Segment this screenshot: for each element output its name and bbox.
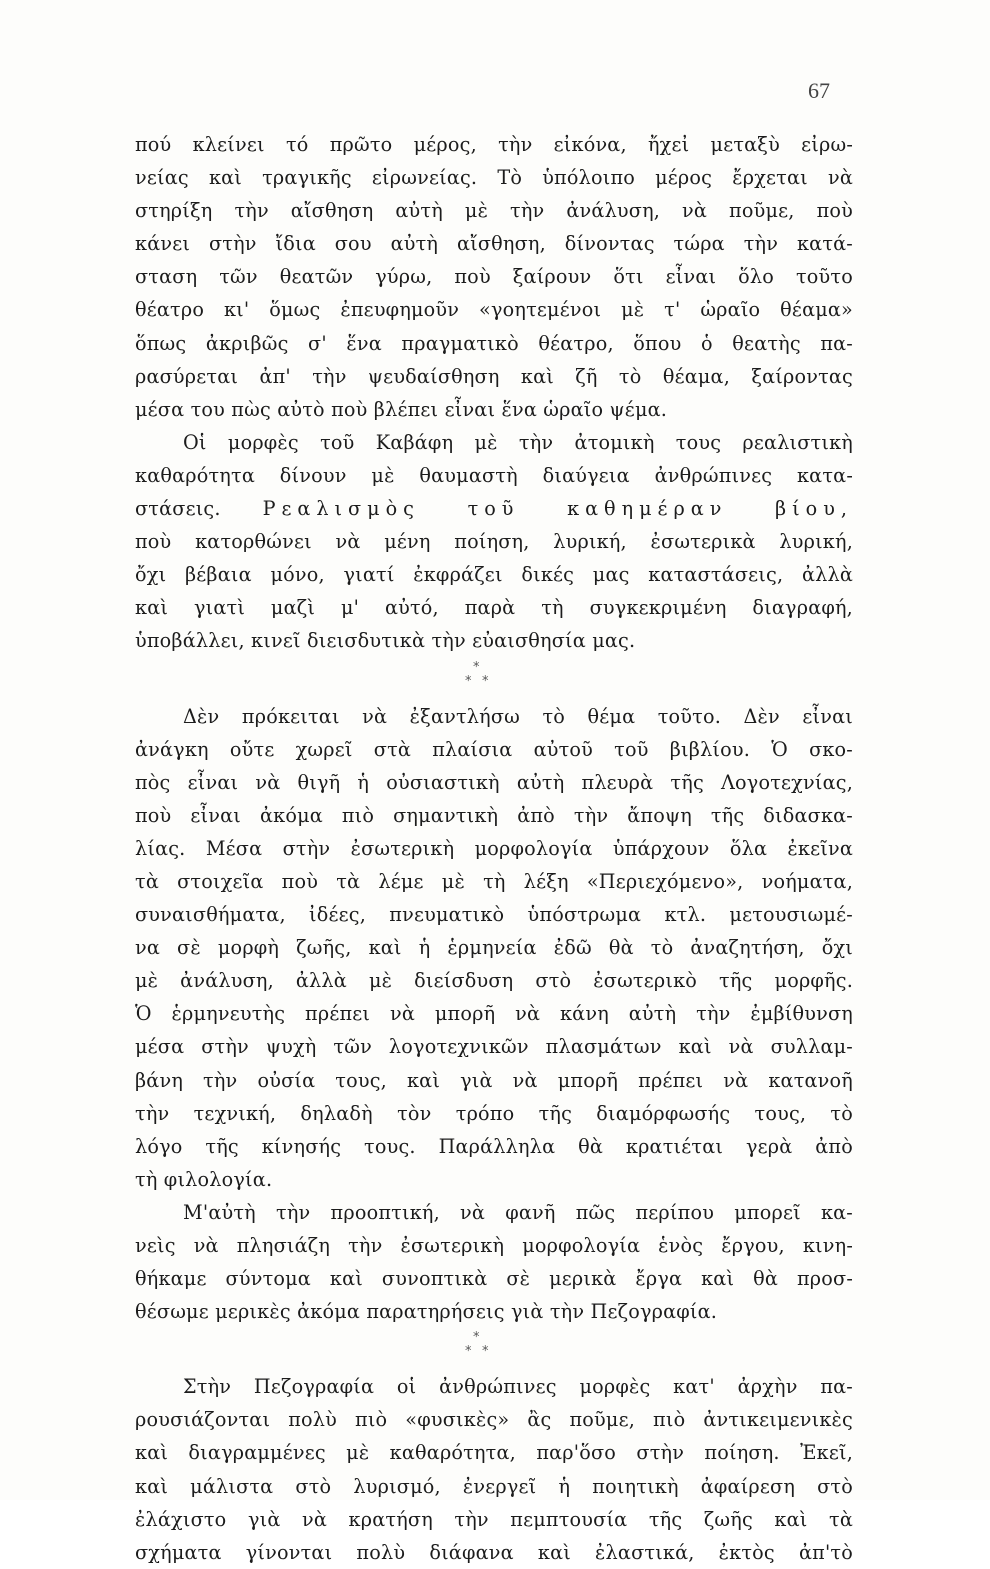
asterisk-icon: * bbox=[465, 673, 472, 689]
text-line: λόγο τῆς κίνησής τους. Παράλληλα θὰ κρατιέται γερὰ ἀπὸ bbox=[135, 1134, 853, 1158]
text-line: σχήματα γίνονται πολὺ διάφανα καὶ ἐλαστικά, ἐκτὸς ἀπ'τὸ bbox=[135, 1540, 853, 1564]
text-line: νεὶς νὰ πλησιάζη τὴν ἐσωτερικὴ μορφολογία ἑνὸς ἔργου, κινη- bbox=[135, 1234, 853, 1257]
text-line: μέσα του πὼς αὐτὸ ποὺ βλέπει εἶναι ἕνα ὡραῖο ψέμα. bbox=[135, 397, 668, 421]
text-line: τὴ φιλολογία. bbox=[135, 1167, 273, 1191]
body-text bbox=[135, 128, 853, 1569]
asterisk-icon: * bbox=[482, 673, 489, 689]
text-line: ὑποβάλλει, κινεῖ διεισδυτικὰ τὴν εὐαισθησία μας. bbox=[135, 629, 636, 653]
text-line: Οἱ μορφὲς τοῦ Καβάφη μὲ τὴν ἀτομικὴ τους ρεαλιστικὴ bbox=[183, 430, 853, 454]
text-line: καὶ γιατὶ μαζὶ μ' αὐτό, παρὰ τὴ συγκεκριμένη διαγραφή, bbox=[135, 596, 853, 620]
text-line: θέατρο κι' ὅμως ἐπευφημοῦν «γοητεμένοι μὲ τ' ὡραῖο θέαμα» bbox=[135, 298, 853, 322]
asterisk-icon: * bbox=[482, 1344, 489, 1360]
text-line: πού κλείνει τό πρῶτο μέρος, τὴν εἰκόνα, ἤχεἰ μεταξὺ εἰρω- bbox=[135, 133, 853, 156]
text-line: θέσωμε μερικὲς ἀκόμα παρατηρήσεις γιὰ τὴν Πεζογραφία. bbox=[135, 1300, 718, 1324]
text-line: Στὴν Πεζογραφία οἱ ἀνθρώπινες μορφὲς κατ' ἀρχὴν πα- bbox=[183, 1375, 853, 1399]
text-line: ποὺ εἶναι ἀκόμα πιὸ σημαντικὴ ἀπὸ τὴν ἄποψη τῆς διδασκα- bbox=[135, 803, 853, 827]
text-line: να σὲ μορφὴ ζωῆς, καὶ ἡ ἑρμηνεία ἐδῶ θὰ τὸ ἀναζητήση, ὄχι bbox=[135, 936, 853, 960]
text-line: ἐλάχιστο γιὰ νὰ κρατήση τὴν πεμπτουσία τῆς ζωῆς καὶ τὰ bbox=[135, 1507, 853, 1531]
section-separator bbox=[135, 1328, 853, 1370]
text-line: ὅπως ἀκριβῶς σ' ἕνα πραγματικὸ θέατρο, ὅπου ὁ θεατὴς πα- bbox=[135, 331, 853, 355]
text-line: τὴν τεχνική, δηλαδὴ τὸν τρόπο τῆς διαμόρφωσής τους, τὸ bbox=[135, 1101, 853, 1125]
text-line-with-spaced-emphasis bbox=[135, 492, 853, 525]
paragraph-1 bbox=[135, 128, 853, 426]
section-separator bbox=[135, 658, 853, 700]
asterisk-icon: * bbox=[465, 1344, 472, 1360]
text-line: καὶ διαγραμμένες μὲ καθαρότητα, παρ'ὅσο στὴν ποίηση. Ἐκεῖ, bbox=[135, 1441, 853, 1465]
text-line: τὰ στοιχεῖα ποὺ τὰ λέμε μὲ τὴ λέξη «Περιεχόμενο», νοήματα, bbox=[135, 869, 853, 893]
text-line: Δὲν πρόκειται νὰ ἐξαντλήσω τὸ θέμα τοῦτο. Δὲν εἶναι bbox=[183, 704, 853, 728]
text-line: ρουσιάζονται πολὺ πιὸ «φυσικὲς» ἂς ποῦμε, πιὸ ἀντικειμενικὲς bbox=[135, 1408, 853, 1432]
spaced-emphasis: Ρεαλισμὸς τοῦ καθημέραν βίου, bbox=[262, 497, 853, 521]
paragraph-2 bbox=[135, 426, 853, 658]
paragraph-4 bbox=[135, 1196, 853, 1328]
text-line: Ὁ ἑρμηνευτὴς πρέπει νὰ μπορῆ νὰ κάνη αὐτὴ τὴν ἐμβίθυνση bbox=[135, 1002, 853, 1026]
text-line: μὲ ἀνάλυση, ἀλλὰ μὲ διείσδυση στὸ ἐσωτερικὸ τῆς μορφῆς. bbox=[135, 969, 853, 993]
text-line: ἀνάγκη οὔτε χωρεῖ στὰ πλαίσια αὐτοῦ τοῦ βιβλίου. Ὁ σκο- bbox=[135, 737, 853, 761]
text-line: συναισθήματα, ἰδέες, πνευματικὸ ὑπόστρωμα κτλ. μετουσιωμέ- bbox=[135, 903, 853, 927]
text-line: ὄχι βέβαια μόνο, γιατί ἐκφράζει δικές μας καταστάσεις, ἀλλὰ bbox=[135, 563, 853, 587]
line-start: στάσεις. bbox=[135, 497, 221, 521]
text-line: ποὺ κατορθώνει νὰ μένη ποίηση, λυρική, ἐσωτερικὰ λυρική, bbox=[135, 530, 853, 554]
text-line: καὶ μάλιστα στὸ λυρισμό, ἐνεργεῖ ἡ ποιητικὴ ἀφαίρεση στὸ bbox=[135, 1474, 853, 1498]
text-line: σταση τῶν θεατῶν γύρω, ποὺ ξαίρουν ὅτι εἶναι ὅλο τοῦτο bbox=[135, 265, 853, 289]
asterisk-icon: * bbox=[473, 1330, 480, 1346]
paragraph-3 bbox=[135, 700, 853, 1196]
text-line: νείας καὶ τραγικῆς εἰρωνείας. Τὸ ὑπόλοιπο μέρος ἔρχεται νὰ bbox=[135, 166, 853, 190]
text-line: μέσα στὴν ψυχὴ τῶν λογοτεχνικῶν πλασμάτων καὶ νὰ συλλαμ- bbox=[135, 1035, 853, 1059]
text-line: ρασύρεται ἀπ' τὴν ψευδαίσθηση καὶ ζῆ τὸ θέαμα, ξαίροντας bbox=[135, 364, 853, 388]
text-line: καθαρότητα δίνουν μὲ θαυμαστὴ διαύγεια ἀνθρώπινες κατα- bbox=[135, 463, 853, 487]
text-line: βάνη τὴν οὐσία τους, καὶ γιὰ νὰ μπορῆ πρέπει νὰ κατανοῆ bbox=[135, 1068, 853, 1092]
paragraph-5 bbox=[135, 1370, 853, 1569]
page-number: 67 bbox=[808, 78, 830, 103]
text-line: κάνει στὴν ἴδια σου αὐτὴ αἴσθηση, δίνοντας τώρα τὴν κατά- bbox=[135, 232, 853, 256]
text-line: Μ'αὐτὴ τὴν προοπτική, νὰ φανῆ πῶς περίπου μπορεῖ κα- bbox=[183, 1200, 853, 1224]
text-line: στηρίξη τὴν αἴσθηση αὐτὴ μὲ τὴν ἀνάλυση, νὰ ποῦμε, ποὺ bbox=[135, 199, 853, 223]
text-line: πὸς εἶναι νὰ θιγῆ ἡ οὐσιαστικὴ αὐτὴ πλευρὰ τῆς Λογοτεχνίας, bbox=[135, 770, 853, 794]
text-line: θήκαμε σύντομα καὶ συνοπτικὰ σὲ μερικὰ ἔργα καὶ θὰ προσ- bbox=[135, 1267, 853, 1291]
asterisk-icon: * bbox=[473, 659, 480, 675]
text-line: λίας. Μέσα στὴν ἐσωτερικὴ μορφολογία ὑπάρχουν ὅλα ἐκεῖνα bbox=[135, 836, 853, 860]
